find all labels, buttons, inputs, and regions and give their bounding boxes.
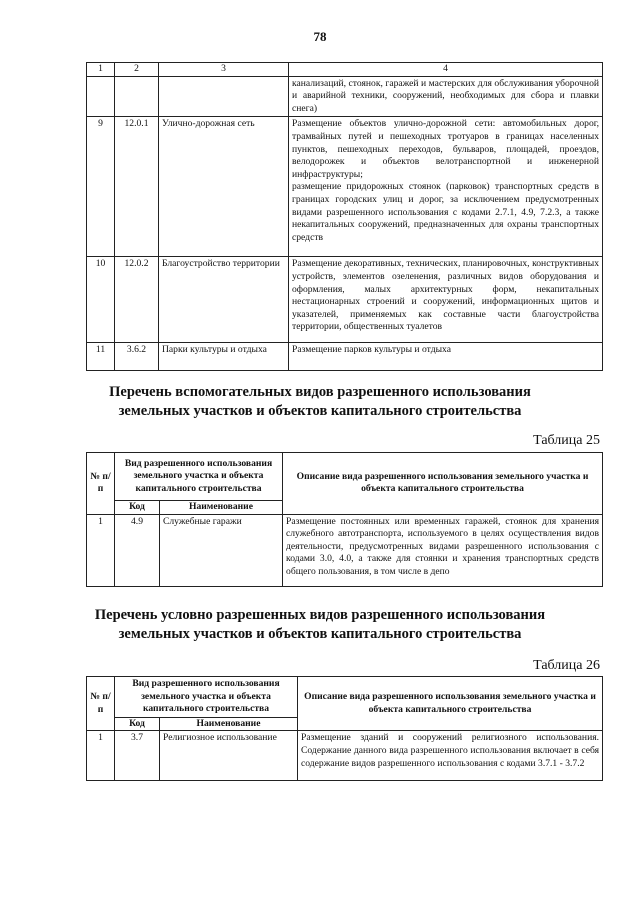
name-header: Наименование: [160, 501, 283, 515]
group-header: Вид разрешенного использования земельного участка и объекта капитального строительства: [115, 453, 283, 501]
row-code: 4.9: [115, 514, 160, 586]
title-line: земельных участков и объектов капитального строительства: [118, 626, 522, 642]
table-row: [87, 514, 603, 586]
code-header: Код: [115, 501, 160, 515]
row-number: 11: [87, 343, 115, 371]
num-header: № п/п: [87, 677, 115, 731]
table-caption: Таблица 26: [533, 658, 600, 673]
row-description: Размещение зданий и сооружений религиозного использования. Содержание данного вида разрешенного использования включает в себя содержание видов разрешенного использования с кодами 3.7.1 - 3.7.2: [298, 731, 603, 781]
cond-table: [86, 676, 603, 781]
row-code: 12.0.1: [115, 117, 159, 257]
section-title-cond: [0, 606, 640, 644]
table-row: [87, 343, 603, 371]
row-code: [115, 76, 159, 117]
table-caption: Таблица 25: [533, 433, 600, 448]
header-cell: 1: [87, 63, 115, 77]
row-name: Религиозное использование: [160, 731, 298, 781]
row-number: 10: [87, 257, 115, 343]
header-cell: 3: [159, 63, 289, 77]
header-cell: 2: [115, 63, 159, 77]
row-code: 12.0.2: [115, 257, 159, 343]
row-number: 1: [87, 514, 115, 586]
row-description: канализаций, стоянок, гаражей и мастерских для обслуживания уборочной и аварийной техники, сооружений, необходимых для сбора и плавки снега): [289, 76, 603, 117]
row-number: [87, 76, 115, 117]
row-description: Размещение декоративных, технических, планировочных, конструктивных устройств, элементов озеленения, различных видов оборудования и оформления, малых архитектурных форм, некапитальных нестационарных строений и сооружений, информационных щитов и указателей, применяемых как составные части благоустройства территории, общественных туалетов: [289, 257, 603, 343]
row-name: [159, 76, 289, 117]
header-cell: 4: [289, 63, 603, 77]
num-header: № п/п: [87, 453, 115, 515]
row-code: 3.6.2: [115, 343, 159, 371]
section-title-aux: [0, 383, 640, 421]
row-name: Улично-дорожная сеть: [159, 117, 289, 257]
title-line: земельных участков и объектов капитального строительства: [118, 403, 522, 419]
row-description: Размещение постоянных или временных гаражей, стоянок для хранения служебного автотранспорта, используемого в целях осуществления видов деятельности, предусмотренных видами разрешенного использования с кодами 3.0, 4.0, а также для стоянки и хранения транспортных средств общего пользования, в том числе в депо: [283, 514, 603, 586]
main-table: [86, 62, 603, 371]
aux-table: [86, 452, 603, 587]
group-header: Вид разрешенного использования земельного участка и объекта капитального строительства: [115, 677, 298, 718]
row-number: 9: [87, 117, 115, 257]
table-row: [87, 76, 603, 117]
row-description: Размещение парков культуры и отдыха: [289, 343, 603, 371]
row-name: Служебные гаражи: [160, 514, 283, 586]
description-header: Описание вида разрешенного использования земельного участка и объекта капитального строительства: [283, 453, 603, 515]
table-row: [87, 117, 603, 257]
table-row: [87, 731, 603, 781]
title-line: Перечень вспомогательных видов разрешенного использования: [109, 384, 531, 400]
row-description: Размещение объектов улично-дорожной сети: автомобильных дорог, трамвайных путей и пешеходных тротуаров в границах населенных пунктов, пешеходных переходов, бульваров, площадей, проездов, велодорожек и объектов велотранспортной и инженерной инфраструктуры; размещение придорожных стоянок (парковок) транспортных средств в границах городских улиц и дорог, за исключением предусмотренных видами разрешенного использования с кодами 2.7.1, 4.9, 7.2.3, а также некапитальных сооружений, предназначенных для охраны транспортных средств: [289, 117, 603, 257]
row-number: 1: [87, 731, 115, 781]
row-name: Благоустройство территории: [159, 257, 289, 343]
title-line: Перечень условно разрешенных видов разрешенного использования: [94, 607, 546, 623]
code-header: Код: [115, 717, 160, 731]
table-row: [87, 257, 603, 343]
row-code: 3.7: [115, 731, 160, 781]
row-name: Парки культуры и отдыха: [159, 343, 289, 371]
name-header: Наименование: [160, 717, 298, 731]
description-header: Описание вида разрешенного использования земельного участка и объекта капитального строительства: [298, 677, 603, 731]
page-number: 78: [313, 29, 327, 44]
